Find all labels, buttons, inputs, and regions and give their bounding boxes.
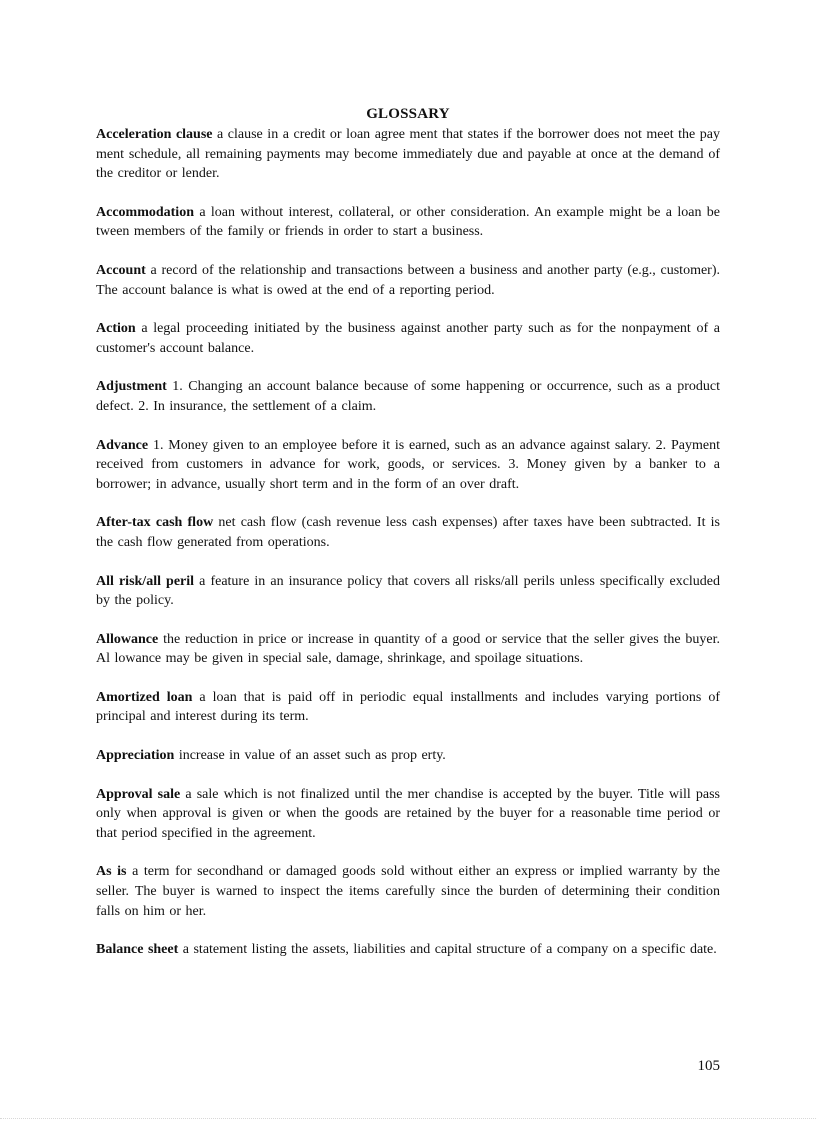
glossary-definition: net cash flow (cash revenue less cash expenses) after taxes have been subtracted. It is the cash flow generated from operations.: [96, 515, 721, 550]
glossary-entry: [96, 785, 720, 844]
glossary-term: Balance sheet: [96, 942, 179, 958]
glossary-definition: a legal proceeding initiated by the business against another party such as for the nonpayment of a customer's account balance.: [96, 321, 721, 356]
glossary-entry: [96, 261, 720, 300]
glossary-entry: [96, 319, 720, 358]
glossary-entry: [96, 862, 720, 921]
glossary-definition: a statement listing the assets, liabilities and capital structure of a company on a specific date.: [182, 942, 717, 958]
glossary-term: Approval sale: [96, 786, 181, 802]
glossary-definition: the reduction in price or increase in quantity of a good or service that the seller gives the buyer. Al lowance may be given in special sale, damage, shrinkage, and spoilage situations.: [96, 631, 721, 667]
glossary-definition: 1. Changing an account balance because of some happening or occurrence, such as a product defect. 2. In insurance, the settlement of a claim.: [96, 379, 720, 414]
glossary-entry: [96, 125, 720, 184]
page-bottom-divider: [0, 1118, 816, 1119]
glossary-definition: 1. Money given to an employee before it is earned, such as an advance against salary. 2. Payment received from customers in advance for work, goods, or services. 3. Money given by a banker to a borrower; in advance, usually short term and in the form of an over draft.: [96, 437, 720, 492]
glossary-entry: [96, 513, 720, 552]
glossary-page: [96, 104, 720, 979]
glossary-entry: [96, 436, 720, 495]
glossary-entry: [96, 377, 720, 416]
glossary-term: After-tax cash flow: [96, 515, 214, 531]
glossary-entry: [96, 688, 720, 727]
glossary-entry: [96, 746, 720, 766]
glossary-definition: a record of the relationship and transactions between a business and another party (e.g., customer). The account balance is what is owed at the end of a reporting period.: [96, 262, 721, 298]
glossary-entry: [96, 203, 720, 242]
glossary-term: Amortized loan: [96, 689, 193, 705]
page-number: 105: [697, 1058, 720, 1074]
glossary-entry: [96, 940, 720, 960]
page-title: GLOSSARY: [366, 106, 450, 122]
glossary-term: All risk/all peril: [96, 573, 195, 589]
glossary-entry: [96, 572, 720, 611]
glossary-definition: a loan that is paid off in periodic equal installments and includes varying portions of principal and interest during its term.: [96, 689, 721, 725]
glossary-term: Adjustment: [96, 379, 167, 395]
glossary-definition: a term for secondhand or damaged goods sold without either an express or implied warranty by the seller. The buyer is warned to inspect the items carefully since the burden of determining their condition falls on him or her.: [96, 864, 720, 919]
glossary-term: As is: [96, 864, 127, 880]
glossary-term: Account: [96, 262, 146, 278]
glossary-term: Accommodation: [96, 204, 194, 220]
glossary-definition: a sale which is not finalized until the mer chandise is accepted by the buyer. Title will pass only when approval is given or when the goods are retained by the buyer for a reasonable time period or that period specified in the agreement.: [96, 786, 721, 841]
glossary-entry: [96, 630, 720, 669]
glossary-term: Action: [96, 321, 136, 337]
glossary-term: Allowance: [96, 631, 159, 647]
glossary-definition: increase in value of an asset such as prop erty.: [178, 748, 446, 764]
glossary-term: Acceleration clause: [96, 127, 213, 142]
glossary-term: Appreciation: [96, 748, 175, 764]
glossary-definition: a loan without interest, collateral, or other consideration. An example might be a loan be tween members of the family or friends in order to start a business.: [96, 204, 720, 240]
glossary-definition: a clause in a credit or loan agree ment that states if the borrower does not meet the pay ment schedule, all remaining payments may become immediately due and payable at once at the demand of the creditor or lender.: [96, 127, 721, 182]
glossary-definition: a feature in an insurance policy that covers all risks/all perils unless specifically excluded by the policy.: [96, 573, 721, 609]
glossary-term: Advance: [96, 437, 149, 453]
